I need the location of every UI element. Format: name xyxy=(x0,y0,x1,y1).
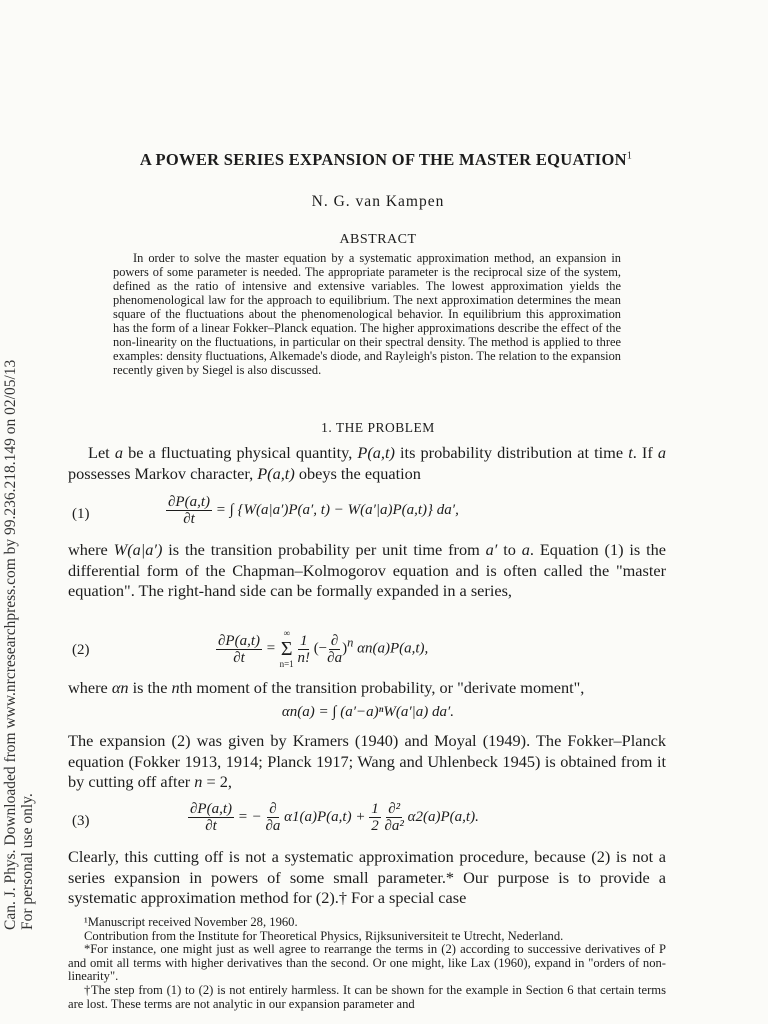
fraction: $\frac{\partial P(a,t)}{\partial t}$ xyxy=(218,632,260,666)
fraction: $\frac{\text{∂²}}{\text{∂a²}}$ xyxy=(384,801,404,834)
footnote: Contribution from the Institute for Theoretical Physics, Rijksuniversiteit te Utrecht, Nederland. xyxy=(84,928,564,943)
abstract-text: In order to solve the master equation by a systematic approximation method, an expansion in powers of some parameter is needed. The appropriate parameter is the reciprocal size of the system, defined as the ratio of intensive and extensive variables. The lowest approximation yields the phenomenological law for the approach to equilibrium. The next approximation determines the mean square of the fluctuations about the phenomenological behavior. In equilibrium this approximation has the form of a linear Fokker–Planck equation. The higher approximations describe the effect of the non-linearity on the fluctuations, in particular on their spectral density. The method is applied to three examples: density fluctuations, Alkemade's diode, and Rayleigh's piston. The relation to the expansion recently given by Siegel is also discussed. xyxy=(113,251,621,377)
title-footnote-mark: 1 xyxy=(626,150,633,162)
section-heading: 1. THE PROBLEM xyxy=(321,420,435,435)
paper-title: A POWER SERIES EXPANSION OF THE MASTER EQUATION$^1$ xyxy=(139,150,633,169)
fraction: $\frac{\partial P(a,t)}{\partial t}$ xyxy=(190,801,232,834)
abstract-heading: ABSTRACT xyxy=(339,232,417,247)
fraction: $\frac{\partial}{\partial a}$ xyxy=(327,632,343,666)
equation-number: (3) xyxy=(72,813,90,829)
equation-number: (1) xyxy=(72,506,90,522)
paragraph-purpose: Clearly, this cutting off is not a systematic approximation procedure, because (2) is not a series expansion in powers of some small parameter.* Our purpose is to provide a systematic approximation method for (2).† For a special case xyxy=(68,847,666,907)
footnote: *For instance, one might just as well agree to rearrange the terms in (2) according to successive derivatives of P and omit all terms with higher derivatives than the second. Or one might, like Lax (1960), expand in "orders of non-linearity". xyxy=(68,942,666,984)
author-name: N. G. van Kampen xyxy=(311,193,445,210)
equation-rhs: = ∫ {W(a|a′)P(a′, t) − W(a′|a)P(a,t)} da′, xyxy=(211,501,459,518)
fraction: $\frac{\partial}{\partial a}$ xyxy=(265,801,281,834)
equation-number: (2) xyxy=(72,642,90,658)
fraction: $\frac{\partial P(a,t)}{\partial t}$ xyxy=(168,494,210,527)
equation-moment: αn(a) = ∫ (a′−a)ⁿW(a′|a) da′. xyxy=(281,704,455,720)
fraction: $\frac{1}{2}$ xyxy=(371,801,379,834)
paragraph-intro: Let a be a fluctuating physical quantity, P(a,t) its probability distribution at time t. If a possesses Markov character, P(a,t) obeys the equation xyxy=(68,443,666,483)
footnote: ¹Manuscript received November 28, 1960. xyxy=(84,915,298,929)
footnote: †The step from (1) to (2) is not entirely harmless. It can be shown for the example in Section 6 that certain terms are lost. These terms are not analytic in our expansion parameter and xyxy=(68,982,666,1011)
paragraph-master-equation: where W(a|a′) is the transition probability per unit time from a′ to a. Equation (1) is the differential form of the Chapman–Kolmogorov equation and is often called the "master equation". The right-hand side can be formally expanded in a series, xyxy=(68,540,667,600)
fraction: $\frac{1}{n!}$ xyxy=(297,632,310,666)
equation-rhs: αn(a)P(a,t), xyxy=(353,640,429,657)
equation-3: (3) $\frac{\partial P(a,t)}{\partial t}$ = − $\frac{\partial}{\partial a}$ α1(a)P(a,t) + $\frac{1}{2}$ $\frac{\text{∂²}}{\text{∂a²}}$ α2(a)P(a,t). xyxy=(72,801,479,834)
equation-1 xyxy=(68,494,668,538)
summation-sign: ∞ Σ n=1 xyxy=(279,628,294,669)
stamp-line-1: Can. J. Phys. Downloaded from www.nrcresearchpress.com by 99.236.218.149 on 02/05/13 xyxy=(2,359,19,930)
footnotes xyxy=(68,916,666,1011)
download-stamp xyxy=(2,290,36,930)
paragraph-moments: where αn is the nth moment of the transition probability, or "derivate moment", xyxy=(68,678,585,697)
stamp-line-2: For personal use only. xyxy=(19,793,36,930)
equation-2: (2) $\frac{\partial P(a,t)}{\partial t}$ = ∞ Σ n=1 $\frac{1}{n!}$ (− $\frac{\partial}{\partial a}$ )$^n$ αn(a)P(a,t), xyxy=(72,628,429,669)
paragraph-kramers-moyal: The expansion (2) was given by Kramers (1940) and Moyal (1949). The Fokker–Planck equation (Fokker 1913, 1914; Planck 1917; Wang and Uhlenbeck 1945) is obtained from it by cutting off after n = 2, xyxy=(68,731,666,791)
